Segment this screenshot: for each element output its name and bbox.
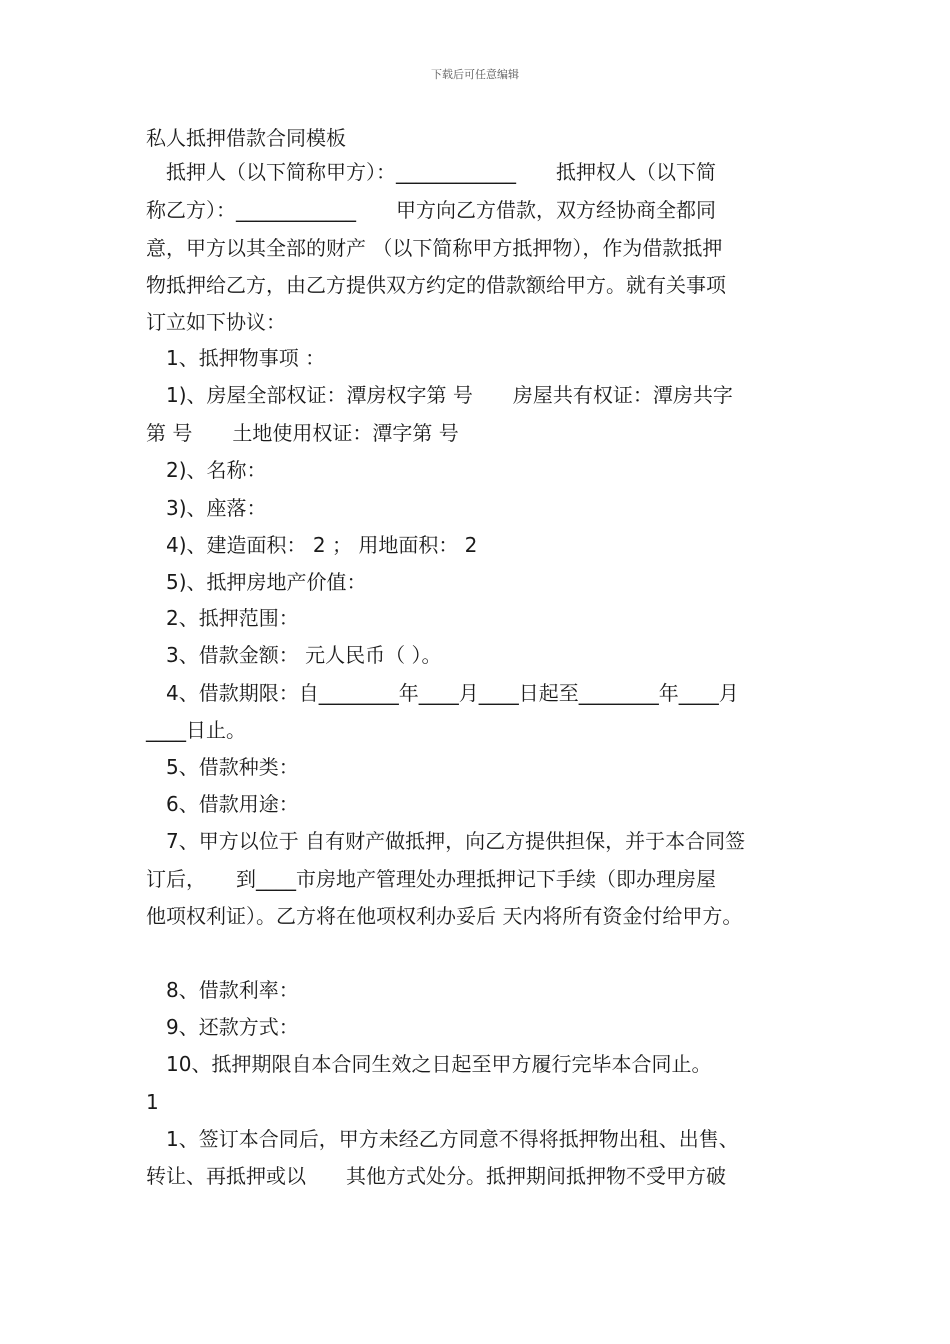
section-heading: 8、借款利率： xyxy=(146,978,299,1002)
section-heading: 2、抵押范围： xyxy=(146,606,299,630)
paragraph-line: 意，甲方以其全部的财产 （以下简称甲方抵押物），作为借款抵押 xyxy=(146,236,723,260)
paragraph-line: 订后， 到____市房地产管理处办理抵押记下手续（即办理房屋 xyxy=(146,867,716,891)
paragraph-line: 1)、房屋全部权证：潭房权字第 号 房屋共有权证：潭房共字 xyxy=(146,383,733,407)
paragraph-line: 物抵押给乙方，由乙方提供双方约定的借款额给甲方。就有关事项 xyxy=(146,273,726,297)
paragraph-line: 第 号 土地使用权证：潭字第 号 xyxy=(146,421,459,445)
list-item: 3)、座落： xyxy=(146,496,267,520)
section-heading: 3、借款金额： 元人民币（ ）。 xyxy=(146,643,442,667)
paragraph-line: 称乙方）：____________ 甲方向乙方借款，双方经协商全都同 xyxy=(146,198,716,222)
paragraph-line: 转让、再抵押或以 其他方式处分。抵押期间抵押物不受甲方破 xyxy=(146,1164,726,1188)
paragraph-line: 1、签订本合同后，甲方未经乙方同意不得将抵押物出租、出售、 xyxy=(146,1127,739,1151)
paragraph-line: 订立如下协议： xyxy=(146,310,286,334)
page-marker: 1 xyxy=(146,1090,159,1114)
paragraph-line: 他项权利证）。乙方将在他项权利办妥后 天内将所有资金付给甲方。 xyxy=(146,904,743,928)
section-heading: 5、借款种类： xyxy=(146,755,299,779)
paragraph-line: 抵押人（以下简称甲方）：____________ 抵押权人（以下简 xyxy=(146,160,716,184)
section-heading: 4、借款期限：自________年____月____日起至________年____月 xyxy=(146,681,739,705)
section-heading: 1、抵押物事项 ： xyxy=(146,346,326,370)
document-title: 私人抵押借款合同模板 xyxy=(146,126,346,150)
section-heading: 9、还款方式： xyxy=(146,1015,299,1039)
list-item: 4)、建造面积： 2 ； 用地面积： 2 xyxy=(146,533,478,557)
list-item: 5)、抵押房地产价值： xyxy=(146,570,367,594)
section-heading: 6、借款用途： xyxy=(146,792,299,816)
section-heading: 10、抵押期限自本合同生效之日起至甲方履行完毕本合同止。 xyxy=(146,1052,712,1076)
list-item: 2)、名称： xyxy=(146,458,267,482)
paragraph-line: ____日止。 xyxy=(146,718,246,742)
section-heading: 7、甲方以位于 自有财产做抵押，向乙方提供担保，并于本合同签 xyxy=(146,829,746,853)
page-header-note: 下载后可任意编辑 xyxy=(431,68,519,81)
